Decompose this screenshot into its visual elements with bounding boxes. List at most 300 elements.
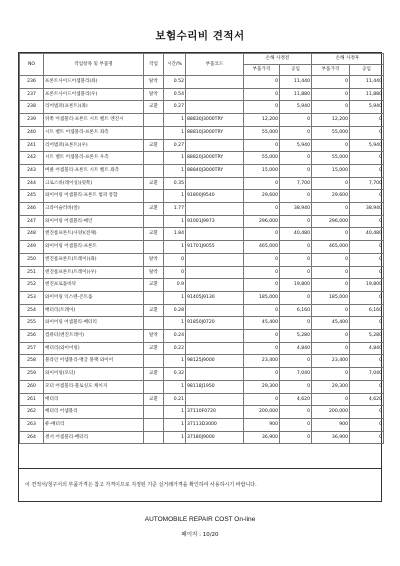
cell-price-after: 0 [312, 253, 350, 266]
cell-no: 254 [20, 304, 44, 317]
cell-labor-after: 11,440 [350, 76, 384, 89]
cell-labor-before: 0 [280, 215, 312, 228]
cell-item: 시트 벨트 어셈블리-프론트 우측 [44, 152, 144, 165]
cell-price-before: 0 [244, 76, 280, 89]
cell-no: 240 [20, 126, 44, 139]
cell-item: 퓨-배터리 [44, 418, 144, 431]
cell-no: 258 [20, 355, 44, 368]
cell-qty: 0.9 [164, 279, 186, 292]
cell-labor-before: 4,840 [280, 342, 312, 355]
cell-partcode: 88830J3000TRY [186, 114, 244, 127]
cell-item: 컴퓨터(엔진트레이) [44, 330, 144, 343]
table-row [20, 126, 384, 139]
cell-price-after: 0 [312, 88, 350, 101]
cell-labor-before: 7,700 [280, 177, 312, 190]
cell-labor-after: 7,040 [350, 368, 384, 381]
cell-labor-after: 0 [350, 406, 384, 419]
cell-item: 뒤쪽 어셈블리-프론트 시트 벨트 엔진시 [44, 114, 144, 127]
cell-labor-before: 0 [280, 190, 312, 203]
cell-labor-before: 0 [280, 266, 312, 279]
cell-price-after: 23,400 [312, 355, 350, 368]
cell-work: 탈착 [144, 88, 164, 101]
cell-partcode [186, 76, 244, 89]
cell-qty: 1 [164, 406, 186, 419]
cell-no: 236 [20, 76, 44, 89]
cell-price-after: 0 [312, 101, 350, 114]
cell-work [144, 355, 164, 368]
cell-item: 와이어링 어셈블리-메인 [44, 215, 144, 228]
cell-labor-before: 38,940 [280, 203, 312, 216]
header-qty: 시간/% [164, 54, 186, 76]
cell-labor-after: 0 [350, 126, 384, 139]
header-labor-before: 공임 [280, 65, 312, 76]
cell-price-before: 36,900 [244, 431, 280, 444]
cell-price-before: 23,400 [244, 355, 280, 368]
cell-price-after: 45,400 [312, 317, 350, 330]
table-row [20, 177, 384, 190]
cell-price-before: 465,000 [244, 241, 280, 254]
cell-qty: 1 [164, 418, 186, 431]
table-body [20, 76, 384, 444]
cell-price-after: 29,300 [312, 380, 350, 393]
cell-price-before: 55,000 [244, 152, 280, 165]
cell-labor-after: 0 [350, 317, 384, 330]
cell-partcode: 37180J9000 [186, 431, 244, 444]
cell-partcode: 91701J9055 [186, 241, 244, 254]
cell-item: 와이어링 어셈블리-프론트 범퍼 통합 [44, 190, 144, 203]
cell-partcode: 98118J1950 [186, 380, 244, 393]
cell-item: 배터리(트레이) [44, 304, 144, 317]
cell-price-after: 0 [312, 279, 350, 292]
cell-price-before: 0 [244, 266, 280, 279]
cell-price-before: 29,300 [244, 380, 280, 393]
cell-work: 탈착 [144, 266, 164, 279]
table-row [20, 380, 384, 393]
cell-partcode [186, 139, 244, 152]
cell-no: 239 [20, 114, 44, 127]
page-number: 페이지 : 10/20 [181, 532, 219, 538]
cell-item: 와이어링 어셈블리-프론트 [44, 241, 144, 254]
cell-item: 버클 어셈블리-프론트 시트 벨트 좌측 [44, 164, 144, 177]
cell-no: 262 [20, 406, 44, 419]
cell-partcode [186, 368, 244, 381]
cell-qty: 0 [164, 266, 186, 279]
cell-labor-after: 5,280 [350, 330, 384, 343]
table-row [20, 431, 384, 444]
cell-item: 크로스바(레이싱)(뒷쪽) [44, 177, 144, 190]
cell-labor-before: 0 [280, 291, 312, 304]
cell-labor-before: 0 [280, 241, 312, 254]
cell-qty: 1.77 [164, 203, 186, 216]
cell-work [144, 291, 164, 304]
cell-labor-before: 4,620 [280, 393, 312, 406]
cell-qty: 1 [164, 291, 186, 304]
cell-work [144, 190, 164, 203]
cell-labor-after: 6,160 [350, 304, 384, 317]
cell-price-after: 0 [312, 139, 350, 152]
cell-labor-after: 0 [350, 431, 384, 444]
header-after: 손해 사정후 [312, 54, 384, 65]
table-row [20, 88, 384, 101]
cell-partcode: 88840J3000TRY [186, 164, 244, 177]
cell-partcode [186, 88, 244, 101]
cell-price-before: 12,200 [244, 114, 280, 127]
cell-price-after: 465,000 [312, 241, 350, 254]
cell-work [144, 406, 164, 419]
table-row [20, 215, 384, 228]
cell-no: 259 [20, 368, 44, 381]
cell-price-after: 0 [312, 393, 350, 406]
cell-no: 261 [20, 393, 44, 406]
cell-work: 교환 [144, 177, 164, 190]
cell-no: 256 [20, 330, 44, 343]
cell-partcode: 91850J0720 [186, 317, 244, 330]
cell-partcode [186, 253, 244, 266]
cell-no: 243 [20, 164, 44, 177]
cell-no: 257 [20, 342, 44, 355]
cell-qty: 0.52 [164, 76, 186, 89]
cell-item: 프론트사이드어셈블리(우) [44, 88, 144, 101]
cell-work: 교환 [144, 101, 164, 114]
cell-qty: 0.32 [164, 368, 186, 381]
cell-no: 263 [20, 418, 44, 431]
cell-labor-before: 0 [280, 152, 312, 165]
cell-labor-before: 5,940 [280, 139, 312, 152]
cell-labor-after: 4,620 [350, 393, 384, 406]
cell-labor-after: 5,940 [350, 101, 384, 114]
cell-qty: 0.22 [164, 342, 186, 355]
cell-price-after: 36,900 [312, 431, 350, 444]
cell-labor-before: 0 [280, 431, 312, 444]
cell-price-after: 29,600 [312, 190, 350, 203]
cell-labor-after: 0 [350, 380, 384, 393]
cell-price-after: 200,000 [312, 406, 350, 419]
cell-price-before: 55,000 [244, 126, 280, 139]
table-row [20, 418, 384, 431]
cell-labor-before: 0 [280, 418, 312, 431]
cell-item: 배터리(와이어링) [44, 342, 144, 355]
cell-labor-after: 11,880 [350, 88, 384, 101]
cell-item: 시트 벨트 어셈블리-프론트 좌측 [44, 126, 144, 139]
cell-partcode [186, 304, 244, 317]
cell-price-after: 0 [312, 228, 350, 241]
cell-work: 교환 [144, 139, 164, 152]
cell-labor-after: 0 [350, 152, 384, 165]
cell-labor-after: 5,940 [350, 139, 384, 152]
cell-item: 엔진룸프론트(트레이)(우) [44, 266, 144, 279]
cell-labor-after: 19,800 [350, 279, 384, 292]
cell-qty: 1 [164, 431, 186, 444]
table-row [20, 393, 384, 406]
table-row [20, 241, 384, 254]
header-before: 손해 사정전 [244, 54, 312, 65]
cell-labor-after: 38,940 [350, 203, 384, 216]
cell-labor-before: 0 [280, 380, 312, 393]
cell-no: 250 [20, 253, 44, 266]
cell-item: 리어범퍼(프론트)(좌) [44, 101, 144, 114]
cell-price-after: 185,000 [312, 291, 350, 304]
cell-labor-before: 0 [280, 355, 312, 368]
table-row [20, 152, 384, 165]
cell-labor-before: 5,280 [280, 330, 312, 343]
cell-no: 251 [20, 266, 44, 279]
cell-no: 260 [20, 380, 44, 393]
table-row [20, 114, 384, 127]
cell-price-before: 0 [244, 88, 280, 101]
table-row [20, 253, 384, 266]
cell-no: 255 [20, 317, 44, 330]
cell-no: 248 [20, 228, 44, 241]
cell-labor-after: 0 [350, 291, 384, 304]
cell-no: 242 [20, 152, 44, 165]
cell-qty: 0.28 [164, 304, 186, 317]
cell-partcode: 91800J9540 [186, 190, 244, 203]
cell-labor-before: 0 [280, 253, 312, 266]
cell-work: 교환 [144, 203, 164, 216]
cell-price-after: 0 [312, 368, 350, 381]
cell-work: 탈착 [144, 330, 164, 343]
cell-labor-before: 6,160 [280, 304, 312, 317]
cell-partcode [186, 266, 244, 279]
cell-work [144, 114, 164, 127]
cell-work [144, 380, 164, 393]
table-row [20, 203, 384, 216]
estimate-table-box [18, 52, 382, 469]
cell-no: 245 [20, 190, 44, 203]
cell-labor-before: 0 [280, 114, 312, 127]
cell-no: 238 [20, 101, 44, 114]
cell-work [144, 164, 164, 177]
cell-qty: 1 [164, 114, 186, 127]
cell-work: 탈착 [144, 76, 164, 89]
cell-qty: 1 [164, 317, 186, 330]
cell-partcode: 88820J3000TRY [186, 152, 244, 165]
cell-labor-before: 5,940 [280, 101, 312, 114]
cell-item: 크라이슬러바(앞) [44, 203, 144, 216]
cell-price-after: 900 [312, 418, 350, 431]
cell-price-after: 0 [312, 266, 350, 279]
document-title: 보험수리비 견적서 [155, 30, 245, 42]
cell-labor-after: 0 [350, 266, 384, 279]
cell-price-after: 0 [312, 330, 350, 343]
cell-price-before: 0 [244, 330, 280, 343]
table-row [20, 76, 384, 89]
cell-price-before: 0 [244, 368, 280, 381]
cell-qty: 0.54 [164, 88, 186, 101]
header-labor-after: 공임 [350, 65, 384, 76]
cell-labor-after: 0 [350, 164, 384, 177]
cell-price-after: 0 [312, 203, 350, 216]
cell-partcode: 98125J9000 [186, 355, 244, 368]
cell-qty: 1 [164, 126, 186, 139]
cell-work [144, 215, 164, 228]
cell-work [144, 126, 164, 139]
cell-price-before: 296,000 [244, 215, 280, 228]
footer-brand: AUTOMOBILE REPAIR COST On-line [144, 516, 256, 523]
cell-price-before: 0 [244, 101, 280, 114]
cell-labor-before: 11,880 [280, 88, 312, 101]
cell-qty: 1 [164, 164, 186, 177]
cell-work: 교환 [144, 368, 164, 381]
cell-price-before: 0 [244, 253, 280, 266]
table-row [20, 317, 384, 330]
cell-labor-after: 0 [350, 355, 384, 368]
table-row [20, 139, 384, 152]
table-row [20, 291, 384, 304]
cell-work [144, 241, 164, 254]
cell-work: 교환 [144, 342, 164, 355]
cell-partcode: 91001J9973 [186, 215, 244, 228]
cell-partcode [186, 393, 244, 406]
table-row [20, 304, 384, 317]
cell-price-before: 0 [244, 203, 280, 216]
cell-labor-before: 40,480 [280, 228, 312, 241]
cell-work: 교환 [144, 393, 164, 406]
cell-item: 배터리 어셈블리 [44, 406, 144, 419]
cell-item: 배터리 [44, 393, 144, 406]
cell-qty: 1 [164, 152, 186, 165]
cell-labor-after: 7,700 [350, 177, 384, 190]
cell-qty: 0.35 [164, 177, 186, 190]
cell-labor-after: 4,840 [350, 342, 384, 355]
cell-no: 264 [20, 431, 44, 444]
cell-price-before: 0 [244, 304, 280, 317]
cell-item: 와이어링(모터) [44, 368, 144, 381]
cell-price-before: 185,000 [244, 291, 280, 304]
header-part: 부품코드 [186, 54, 244, 76]
cell-partcode: 88810J3000TRY [186, 126, 244, 139]
cell-partcode: 37110F0720 [186, 406, 244, 419]
cell-labor-after: 0 [350, 114, 384, 127]
cell-qty: 1 [164, 241, 186, 254]
table-row [20, 355, 384, 368]
cell-price-after: 0 [312, 304, 350, 317]
cell-partcode [186, 342, 244, 355]
cell-labor-after: 0 [350, 215, 384, 228]
disclaimer-note: 이 견적서/청구서의 부품가격은 참고 가격이므로 지정된 기준 실거래가격을 확인하여 사용하시기 바랍니다. [18, 469, 382, 502]
table-row [20, 330, 384, 343]
cell-labor-before: 11,440 [280, 76, 312, 89]
cell-price-before: 0 [244, 393, 280, 406]
table-row [20, 164, 384, 177]
cell-partcode: 37113D3000 [186, 418, 244, 431]
cell-labor-after: 0 [350, 190, 384, 203]
cell-partcode [186, 177, 244, 190]
cell-price-before: 200,000 [244, 406, 280, 419]
cell-no: 249 [20, 241, 44, 254]
cell-qty: 1 [164, 190, 186, 203]
cell-item: 엔진룸프론트(사양)(전체) [44, 228, 144, 241]
cell-price-after: 15,000 [312, 164, 350, 177]
cell-price-before: 900 [244, 418, 280, 431]
table-row [20, 342, 384, 355]
cell-no: 253 [20, 291, 44, 304]
cell-qty: 1 [164, 355, 186, 368]
table-row [20, 266, 384, 279]
cell-no: 252 [20, 279, 44, 292]
header-price-after: 부품가격 [312, 65, 350, 76]
cell-labor-before: 7,040 [280, 368, 312, 381]
cell-item: 프론트사이드어셈블리(좌) [44, 76, 144, 89]
cell-item: 엔진프로틀바닥 [44, 279, 144, 292]
cell-qty: 1 [164, 380, 186, 393]
cell-work: 탈착 [144, 253, 164, 266]
cell-partcode [186, 330, 244, 343]
header-code: 작업 [144, 54, 164, 76]
cell-item: 엔진룸프론트(트레이)(좌) [44, 253, 144, 266]
cell-labor-before: 19,800 [280, 279, 312, 292]
cell-labor-before: 0 [280, 317, 312, 330]
cell-no: 247 [20, 215, 44, 228]
cell-work: 교환 [144, 228, 164, 241]
cell-no: 241 [20, 139, 44, 152]
cell-labor-after: 0 [350, 418, 384, 431]
cell-work [144, 418, 164, 431]
header-no: NO [20, 54, 44, 76]
cell-labor-before: 0 [280, 406, 312, 419]
cell-qty: 1 [164, 215, 186, 228]
table-row [20, 101, 384, 114]
cell-no: 246 [20, 203, 44, 216]
cell-labor-after: 0 [350, 241, 384, 254]
cell-price-after: 55,000 [312, 126, 350, 139]
cell-partcode [186, 279, 244, 292]
cell-price-after: 55,000 [312, 152, 350, 165]
cell-price-after: 0 [312, 177, 350, 190]
table-row [20, 190, 384, 203]
cell-item: 센서 어셈블리-배터리 [44, 431, 144, 444]
cell-work: 교환 [144, 304, 164, 317]
cell-qty: 0 [164, 253, 186, 266]
cell-labor-after: 0 [350, 253, 384, 266]
cell-work [144, 152, 164, 165]
cell-partcode: 91405J9130 [186, 291, 244, 304]
cell-qty: 0.21 [164, 393, 186, 406]
cell-price-before: 0 [244, 228, 280, 241]
cell-item: 모터 어셈블리-블로싱도 케이지 [44, 380, 144, 393]
table-row [20, 368, 384, 381]
cell-qty: 1.84 [164, 228, 186, 241]
table-row [20, 228, 384, 241]
cell-no: 237 [20, 88, 44, 101]
cell-price-before: 0 [244, 177, 280, 190]
cell-price-before: 0 [244, 279, 280, 292]
cell-price-before: 0 [244, 342, 280, 355]
header-work: 작업항목 및 부품명 [44, 54, 144, 76]
cell-qty: 0.27 [164, 101, 186, 114]
cell-labor-before: 0 [280, 126, 312, 139]
cell-price-after: 296,000 [312, 215, 350, 228]
cell-price-after: 12,200 [312, 114, 350, 127]
cell-labor-before: 0 [280, 164, 312, 177]
cell-price-before: 0 [244, 139, 280, 152]
cell-no: 244 [20, 177, 44, 190]
cell-price-after: 0 [312, 342, 350, 355]
cell-qty: 0.24 [164, 330, 186, 343]
cell-item: 와이어링 어셈블리-배터리 [44, 317, 144, 330]
cell-labor-after: 40,480 [350, 228, 384, 241]
table-row [20, 279, 384, 292]
cell-item: 리어범퍼(프론트)(우) [44, 139, 144, 152]
cell-price-before: 45,400 [244, 317, 280, 330]
cell-item: 와이어링 익스텐-콘트롤 [44, 291, 144, 304]
header-price-before: 부품가격 [244, 65, 280, 76]
cell-price-after: 0 [312, 76, 350, 89]
estimate-table [19, 53, 384, 444]
cell-partcode [186, 101, 244, 114]
table-row [20, 406, 384, 419]
cell-item: 블라인 어셈블리-앵글 블랙 와이어 [44, 355, 144, 368]
